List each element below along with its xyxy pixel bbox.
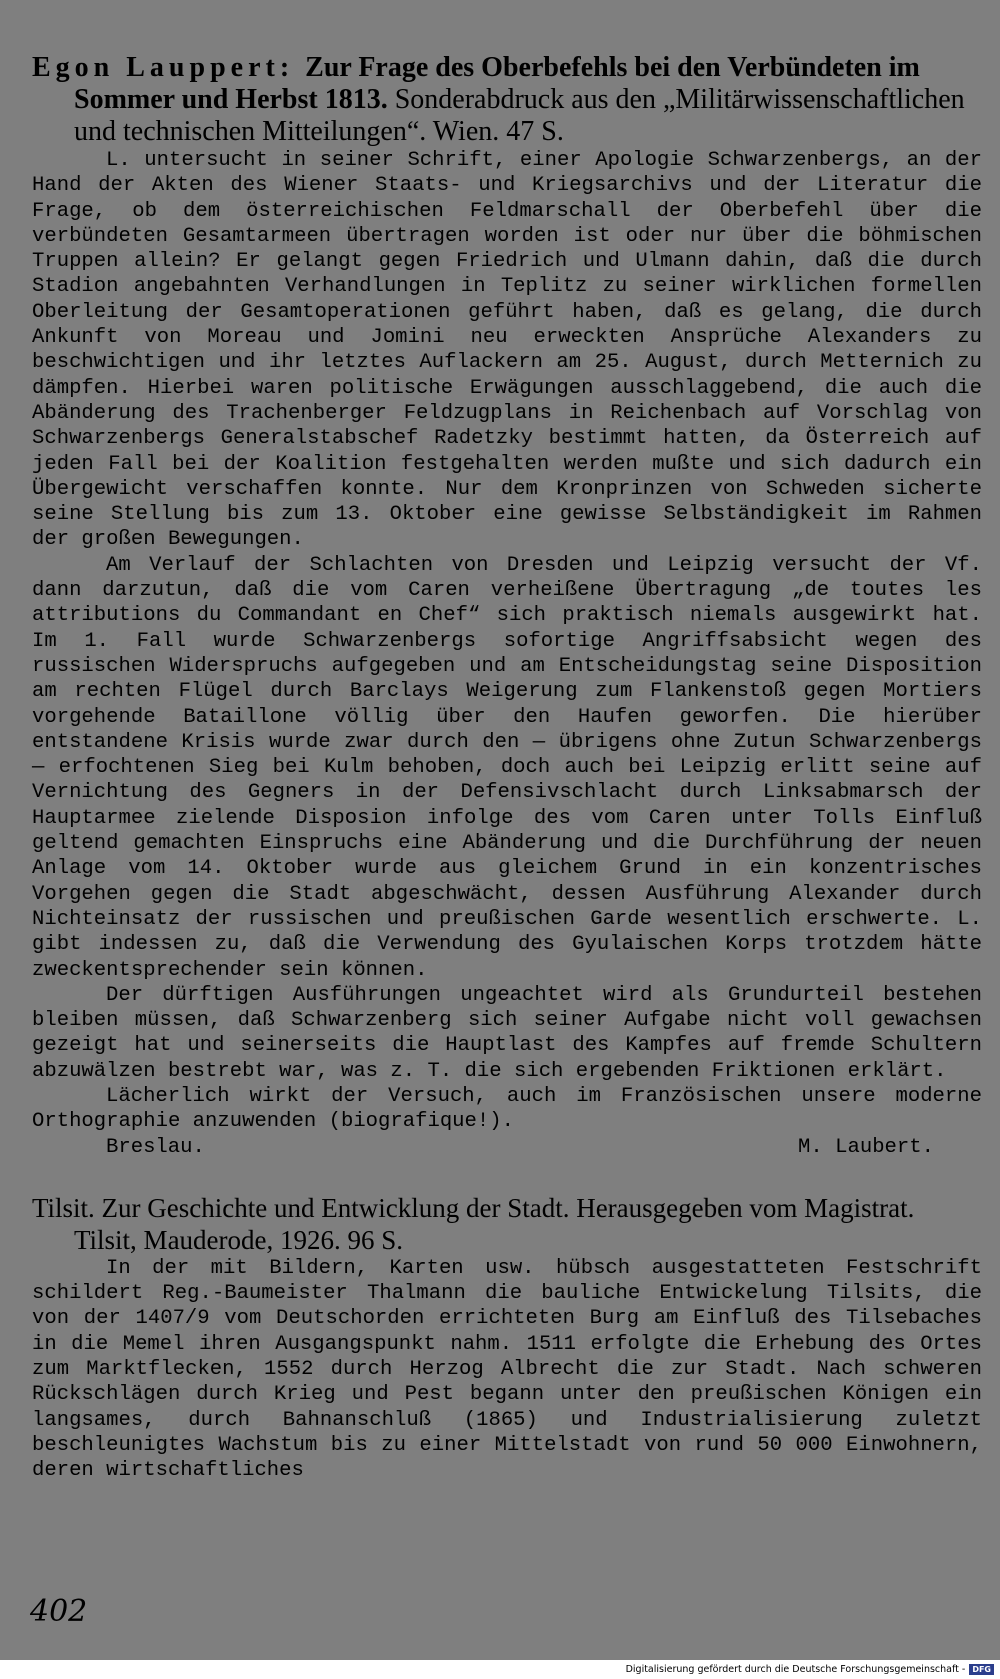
review-lauppert — [32, 52, 982, 1160]
review-paragraph: Am Verlauf der Schlachten von Dresden und Leipzig versucht der Vf. dann darzutun, daß die vom Caren verheißene Übertragung „de toutes les attributions du Commandant en Chef“ sich praktisch niemals ausgewirkt hat. Im 1. Fall wurde Schwarzenbergs sofortige Angriffsabsicht wegen des russischen Widerspruchs aufgegeben und am Entscheidungstag seine Disposition am rechten Flügel durch Barclays Weigerung zum Flankenstoß gegen Mortiers vorgehende Bataillone völlig über den Haufen geworfen. Die hierüber entstandene Krisis wurde zwar durch den — übrigens ohne Zutun Schwarzenbergs — erfochtenen Sieg bei Kulm behoben, doch auch bei Leipzig erlitt seine auf Vernichtung des Gegners in der Defensivschlacht durch Linksabmarsch der Hauptarmee zielende Disposion infolge des vom Caren unter Tolls Einfluß geltend gemachten Einspruchs eine Abänderung und die Durchführung der neuen Anlage vom 14. Oktober wurde aus gleichem Grund in ein konzentrisches Vorgehen gegen die Stadt abgeschwächt, dessen Ausführung Alexander durch Nichteinsatz der russischen und preußischen Garde wesentlich erschwerte. L. gibt indessen zu, daß die Verwendung des Gyulaischen Korps trotzdem hätte zweckentsprechender sein können. — [32, 553, 982, 982]
footer-credit: Digitalisierung gefördert durch die Deutsche Forschungsgemeinschaft - — [625, 1664, 966, 1675]
dfg-logo-icon: DFG — [969, 1664, 994, 1675]
footer-bar — [0, 1660, 1000, 1679]
review-heading — [32, 1192, 982, 1256]
review-pubinfo: Sonderabdruck aus den „Militärwissenschaftlichen und technischen Mitteilungen“. Wien. 47 S. — [74, 84, 965, 147]
page-number: 402 — [30, 1594, 88, 1629]
review-title: Tilsit. Zur Geschichte und Entwicklung der Stadt. — [32, 1192, 570, 1223]
review-heading — [32, 52, 982, 148]
review-author: Egon Lauppert: — [32, 52, 295, 83]
review-paragraph: Lächerlich wirkt der Versuch, auch im Französischen unsere moderne Orthographie anzuwenden (biografique!). — [32, 1084, 982, 1134]
review-title: Zur Frage des Oberbefehls bei den Verbündeten im Sommer und Herbst 1813. — [74, 52, 920, 115]
review-pubinfo: Herausgegeben vom Magistrat. Tilsit, Mauderode, 1926. 96 S. — [74, 1192, 915, 1255]
page-content — [32, 52, 982, 1484]
review-paragraph: L. untersucht in seiner Schrift, einer Apologie Schwarzenbergs, an der Hand der Akten des Wiener Staats- und Kriegsarchivs und der Literatur die Frage, ob dem österreichischen Feldmarschall der Oberbefehl über die verbündeten Gesamtarmeen übertragen worden ist oder nur über die böhmischen Truppen allein? Er gelangt gegen Friedrich und Ulmann dahin, daß die durch Stadion angebahnten Verhandlungen in Teplitz zu seiner wirklichen formellen Oberleitung der Gesamtoperationen geführt haben, daß es gelang, die durch Ankunft von Moreau und Jomini neu erweckten Ansprüche Alexanders zu beschwichtigen und ihr letztes Auflackern am 25. August, durch Metternich zu dämpfen. Hierbei waren politische Erwägungen ausschlaggebend, die auch die Abänderung des Trachenberger Feldzugplans in Reichenbach auf Vorschlag von Schwarzenbergs Generalstabschef Radetzky bestimmt hatten, da Österreich auf jeden Fall bei der Koalition festgehalten werden mußte und sich dadurch ein Übergewicht verschaffen konnte. Nur dem Kronprinzen von Schweden sicherte seine Stellung bis zum 13. Oktober eine gewisse Selbständigkeit im Rahmen der großen Bewegungen. — [32, 149, 982, 552]
review-signature — [32, 1135, 982, 1160]
review-tilsit — [32, 1192, 982, 1484]
review-place: Breslau. — [106, 1135, 205, 1159]
review-paragraph: Der dürftigen Ausführungen ungeachtet wird als Grundurteil bestehen bleiben müssen, daß Schwarzenberg sich seiner Aufgabe nicht voll gewachsen gezeigt hat und seinerseits die Hauptlast des Kampfes auf fremde Schultern abzuwälzen bestrebt war, was z. T. die sich ergebenden Friktionen erklärt. — [32, 983, 982, 1083]
review-paragraph: In der mit Bildern, Karten usw. hübsch ausgestatteten Festschrift schildert Reg.-Baumeister Thalmann die bauliche Entwickelung Tilsits, die von der 1407/9 vom Deutschorden errichteten Burg am Einfluß des Tilsebaches in die Memel ihren Ausgangspunkt nahm. 1511 erfolgte die Erhebung des Ortes zum Marktflecken, 1552 durch Herzog Albrecht die zur Stadt. Nach schweren Rückschlägen durch Krieg und Pest begann unter den preußischen Königen ein langsames, durch Bahnanschluß (1865) und Industrialisierung zuletzt beschleunigtes Wachstum bis zu einer Mittelstadt von rund 50 000 Einwohnern, deren wirtschaftliches — [32, 1256, 982, 1483]
reviewer-name: M. Laubert. — [798, 1135, 934, 1159]
